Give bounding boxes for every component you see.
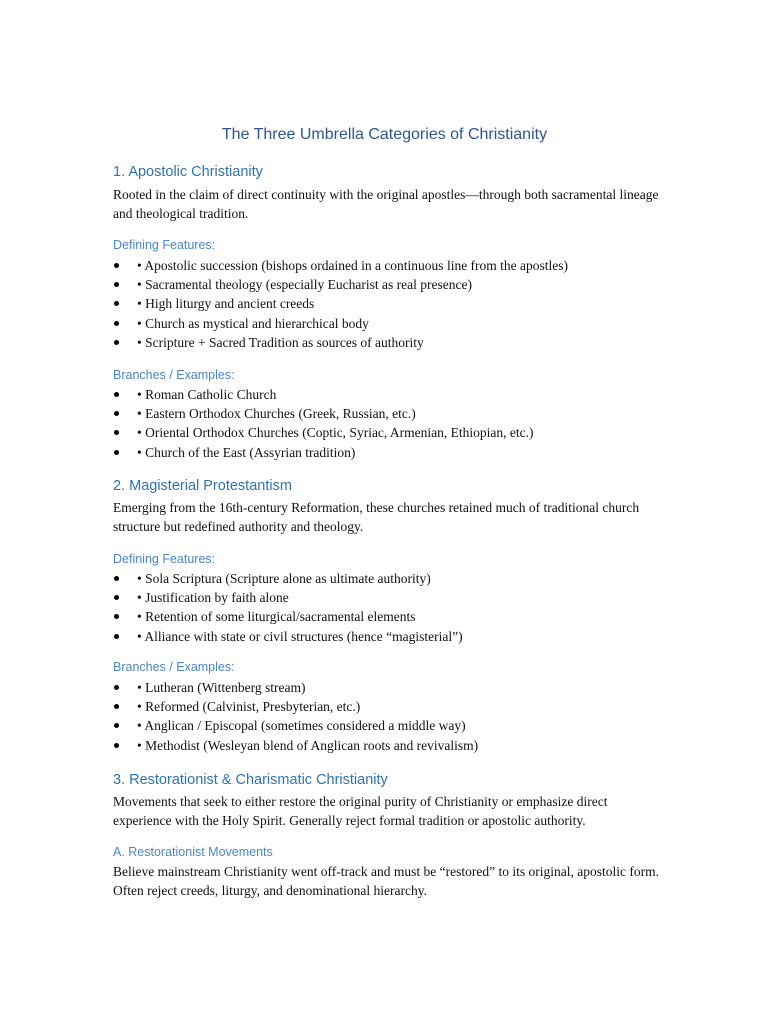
bullet-icon	[114, 743, 119, 748]
list-item: • Reformed (Calvinist, Presbyterian, etc.)	[113, 697, 478, 716]
bullet-icon	[114, 723, 119, 728]
section-2-branches-heading: Branches / Examples:	[113, 660, 235, 674]
list-item: • Church as mystical and hierarchical body	[113, 314, 568, 333]
list-item: • Scripture + Sacred Tradition as sources of authority	[113, 333, 568, 352]
section-1-features-list	[113, 256, 568, 352]
bullet-icon	[114, 614, 119, 619]
list-item: • High liturgy and ancient creeds	[113, 294, 568, 313]
bullet-icon	[114, 576, 119, 581]
section-3-intro: Movements that seek to either restore the original purity of Christianity or emphasize direct experience with the Holy Spirit. Generally reject formal tradition or apostolic authority.	[113, 794, 608, 828]
list-item: • Retention of some liturgical/sacramental elements	[113, 607, 463, 626]
section-2-features-heading: Defining Features:	[113, 552, 216, 566]
list-item: • Apostolic succession (bishops ordained in a continuous line from the apostles)	[113, 256, 568, 275]
bullet-icon	[114, 321, 119, 326]
bullet-icon	[114, 704, 119, 709]
section-1-branches-list	[113, 385, 534, 462]
bullet-icon	[114, 301, 119, 306]
bullet-icon	[114, 430, 119, 435]
list-item: • Justification by faith alone	[113, 588, 463, 607]
section-3-heading: 3. Restorationist & Charismatic Christianity	[113, 772, 388, 788]
bullet-icon	[114, 450, 119, 455]
bullet-icon	[114, 595, 119, 600]
section-1-heading: 1. Apostolic Christianity	[113, 164, 263, 180]
bullet-icon	[114, 263, 119, 268]
list-item: • Alliance with state or civil structures (hence “magisterial”)	[113, 627, 463, 646]
list-item: • Roman Catholic Church	[113, 385, 534, 404]
section-2-intro: Emerging from the 16th-century Reformation, these churches retained much of traditional church structure but redefined authority and theology.	[113, 500, 640, 534]
list-item: • Oriental Orthodox Churches (Coptic, Syriac, Armenian, Ethiopian, etc.)	[113, 423, 534, 442]
bullet-icon	[114, 685, 119, 690]
list-item: • Methodist (Wesleyan blend of Anglican roots and revivalism)	[113, 736, 478, 755]
document-title: The Three Umbrella Categories of Christianity	[221, 126, 548, 143]
section-1-features-heading: Defining Features:	[113, 238, 216, 252]
list-item: • Anglican / Episcopal (sometimes considered a middle way)	[113, 716, 478, 735]
list-item: • Lutheran (Wittenberg stream)	[113, 678, 478, 697]
bullet-icon	[114, 340, 119, 345]
bullet-icon	[114, 392, 119, 397]
section-3-sub-intro: Believe mainstream Christianity went off-track and must be “restored” to its original, apostolic form. Often reject creeds, liturgy, and denominational hierarchy.	[113, 864, 659, 898]
list-item: • Eastern Orthodox Churches (Greek, Russian, etc.)	[113, 404, 534, 423]
bullet-icon	[114, 411, 119, 416]
list-item: • Church of the East (Assyrian tradition)	[113, 443, 534, 462]
section-2-branches-list	[113, 678, 478, 755]
section-3-subheading: A. Restorationist Movements	[113, 845, 273, 859]
bullet-icon	[114, 282, 119, 287]
list-item: • Sola Scriptura (Scripture alone as ultimate authority)	[113, 569, 463, 588]
bullet-icon	[114, 634, 119, 639]
section-2-heading: 2. Magisterial Protestantism	[113, 478, 292, 494]
section-1-intro: Rooted in the claim of direct continuity with the original apostles—through both sacramental lineage and theological tradition.	[113, 187, 659, 221]
section-1-branches-heading: Branches / Examples:	[113, 368, 235, 382]
section-2-features-list	[113, 569, 463, 646]
list-item: • Sacramental theology (especially Eucharist as real presence)	[113, 275, 568, 294]
